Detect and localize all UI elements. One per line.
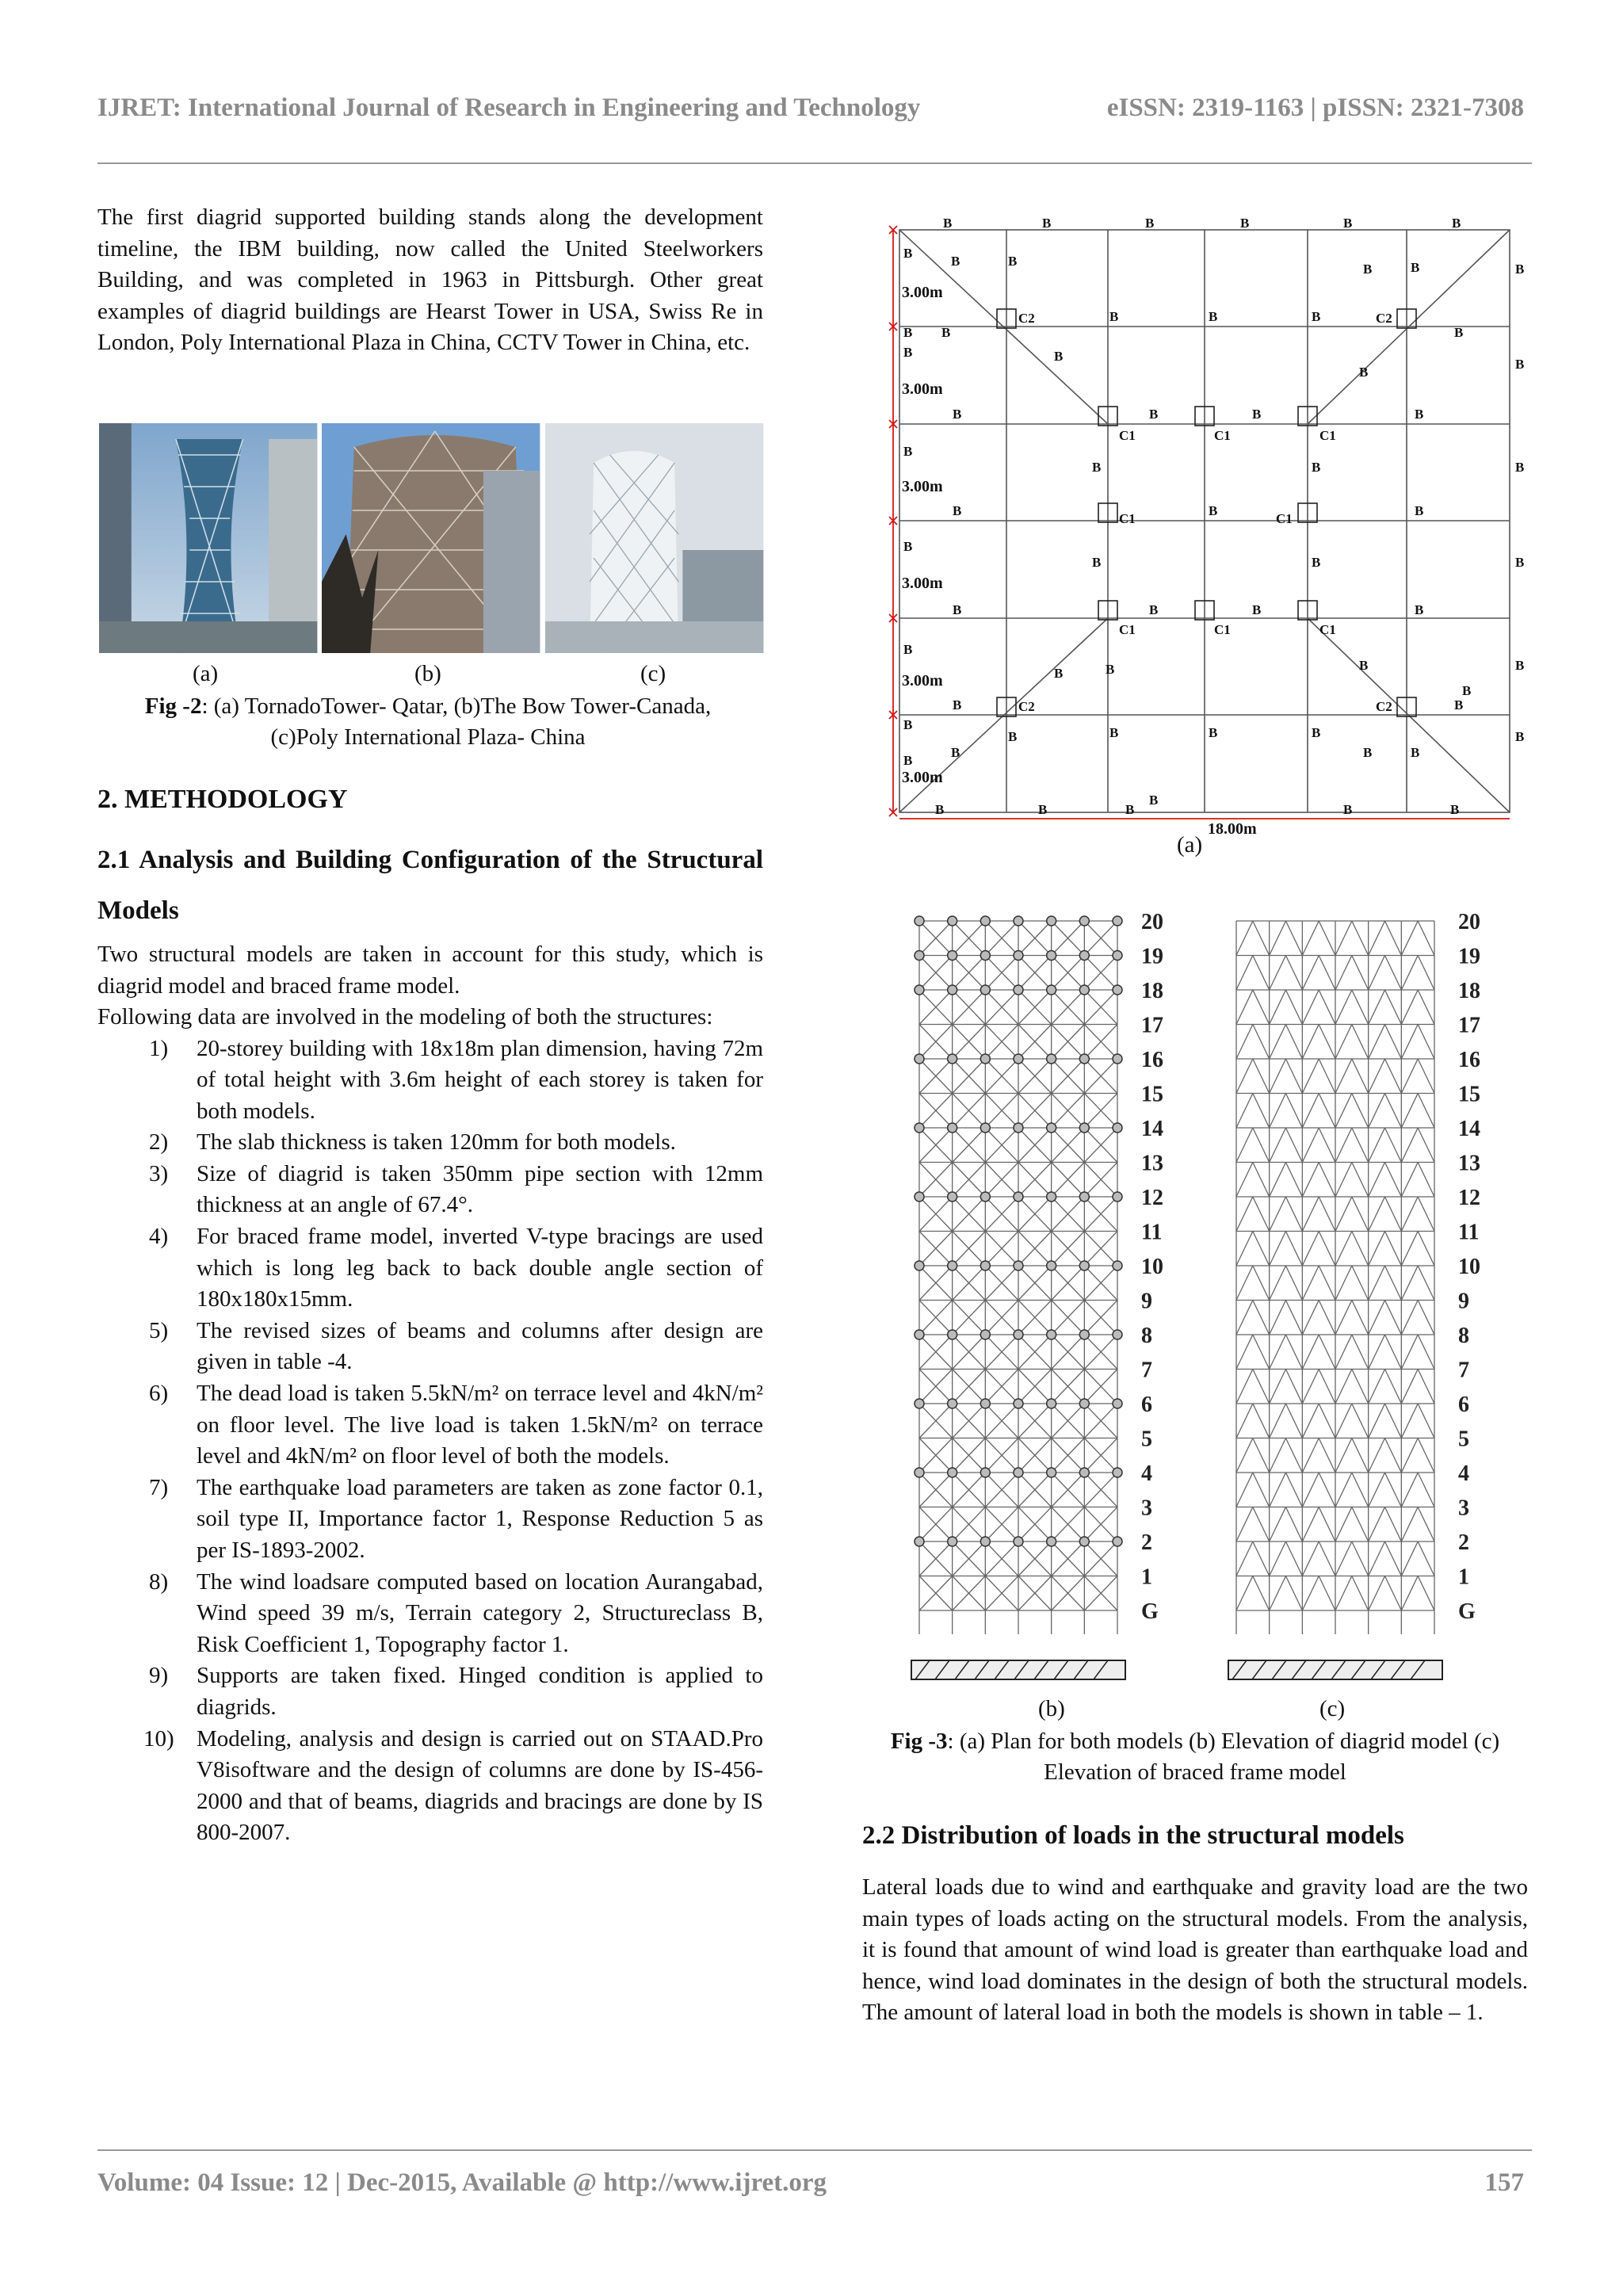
storey-label: 2: [1141, 1530, 1152, 1555]
fig3-caption-text: : (a) Plan for both models (b) Elevation of diagrid model (c) Elevation of braced frame model: [947, 1729, 1500, 1785]
svg-text:B: B: [953, 503, 962, 518]
storey-label: 1: [1141, 1564, 1152, 1590]
hinge-node: [1047, 1192, 1056, 1201]
hinge-node: [915, 1537, 924, 1546]
hinge-node: [1047, 1123, 1056, 1133]
hinge-node: [980, 985, 990, 995]
svg-text:B: B: [1515, 460, 1525, 475]
storey-label: 15: [1458, 1082, 1480, 1107]
svg-text:B: B: [941, 325, 951, 340]
svg-text:B: B: [1209, 309, 1218, 324]
hinge-node: [948, 1192, 957, 1201]
svg-text:B: B: [1008, 254, 1018, 269]
storey-label: 19: [1141, 944, 1163, 969]
svg-text:B: B: [1042, 216, 1052, 231]
hinge-node: [980, 1468, 990, 1477]
svg-text:C2: C2: [1376, 311, 1392, 326]
svg-text:B: B: [903, 753, 913, 768]
hinge-node: [1014, 916, 1023, 926]
fig2-caption-label: Fig -2: [144, 693, 202, 719]
hinge-node: [1113, 1468, 1122, 1477]
storey-label: 2: [1458, 1530, 1469, 1555]
journal-title: IJRET: International Journal of Research in Engineering and Technology: [97, 94, 921, 122]
header-rule: [97, 162, 1532, 164]
storey-label: G: [1141, 1599, 1159, 1624]
svg-text:B: B: [1462, 683, 1472, 698]
svg-text:C1: C1: [1119, 511, 1136, 526]
hinge-node: [1014, 1192, 1023, 1201]
methodology-body: [97, 939, 763, 1849]
hinge-node: [948, 1399, 957, 1408]
svg-text:C1: C1: [1214, 428, 1231, 443]
hinge-node: [1014, 1054, 1023, 1064]
svg-text:C2: C2: [1376, 699, 1392, 714]
svg-text:B: B: [1092, 555, 1102, 570]
hinge-node: [915, 1054, 924, 1064]
svg-text:B: B: [903, 246, 913, 261]
hinge-node: [1079, 1123, 1089, 1133]
svg-text:B: B: [1106, 662, 1115, 677]
list-item: 3) Size of diagrid is taken 350mm pipe section with 12mm thickness at an angle of 67.4°.: [149, 1160, 763, 1218]
storey-label: 4: [1458, 1461, 1469, 1486]
dim-label: 3.00m: [902, 478, 943, 495]
svg-text:B: B: [1415, 407, 1424, 422]
storey-label: 12: [1458, 1186, 1480, 1210]
svg-text:C2: C2: [1018, 699, 1035, 714]
hinge-node: [1079, 951, 1089, 961]
svg-text:B: B: [1054, 349, 1064, 364]
svg-text:B: B: [1363, 745, 1373, 760]
hinge-node: [1079, 1537, 1089, 1546]
svg-text:B: B: [1454, 697, 1464, 712]
hinge-node: [1079, 1399, 1089, 1408]
svg-text:B: B: [1312, 555, 1321, 570]
photo-bow-tower: [322, 423, 540, 653]
svg-text:B: B: [1454, 325, 1464, 340]
storey-label: 19: [1458, 944, 1480, 969]
list-item: 9) Supports are taken fixed. Hinged condition is applied to diagrids.: [149, 1663, 763, 1720]
storey-label: 17: [1141, 1013, 1163, 1038]
svg-text:C1: C1: [1119, 622, 1136, 637]
svg-text:B: B: [903, 642, 913, 657]
svg-text:B: B: [935, 802, 945, 817]
svg-text:B: B: [1109, 309, 1119, 324]
svg-text:B: B: [1359, 658, 1369, 673]
hinge-node: [948, 1468, 957, 1477]
hinge-node: [915, 951, 924, 961]
svg-text:B: B: [951, 254, 960, 269]
storey-label: 7: [1141, 1358, 1152, 1383]
hinge-node: [1113, 1261, 1122, 1270]
svg-text:B: B: [953, 407, 962, 422]
svg-text:B: B: [1411, 260, 1420, 275]
storey-label: 6: [1458, 1392, 1469, 1417]
storey-label: 10: [1141, 1255, 1163, 1279]
overall-dim-label: 18.00m: [1208, 820, 1257, 838]
hinge-node: [1014, 1261, 1023, 1270]
hinge-node: [1113, 1192, 1122, 1201]
hinge-node: [1079, 1192, 1089, 1201]
storey-label: 15: [1141, 1082, 1163, 1107]
storey-label: G: [1458, 1599, 1476, 1624]
svg-text:B: B: [1252, 407, 1262, 422]
storey-label: 3: [1458, 1496, 1469, 1521]
hinge-node: [1047, 1330, 1056, 1339]
hinge-node: [1047, 1468, 1056, 1477]
svg-text:B: B: [1145, 216, 1155, 231]
hinge-node: [1113, 916, 1122, 926]
dim-label: 3.00m: [902, 672, 943, 690]
hinge-node: [915, 1123, 924, 1133]
storey-label: 8: [1141, 1324, 1152, 1348]
storey-label: 14: [1141, 1117, 1163, 1141]
svg-text:B: B: [1411, 745, 1420, 760]
list-item: 10) Modeling, analysis and design is carried out on STAAD.Pro V8isoftware and the design of columns are done by IS-456-2000 and that of beams, diagrids and bracings are done by IS 800-2007.: [143, 1725, 763, 1846]
hinge-node: [1079, 1468, 1089, 1477]
svg-text:B: B: [943, 216, 953, 231]
subsection-title-2-2: 2.2 Distribution of loads in the structural models: [862, 1821, 1404, 1850]
fig2-label-c: (c): [640, 661, 666, 686]
storey-label: 11: [1141, 1220, 1163, 1245]
svg-text:B: B: [1149, 793, 1159, 808]
storey-label: 18: [1458, 979, 1480, 1003]
hinge-node: [948, 1261, 957, 1270]
section-title-methodology: 2. METHODOLOGY: [97, 785, 348, 814]
storey-label: 12: [1141, 1186, 1163, 1210]
hinge-node: [1113, 985, 1122, 995]
hinge-node: [980, 1261, 990, 1270]
list-item: 1) 20-storey building with 18x18m plan dimension, having 72m of total height with 3.6m height of each storey is taken for both models.: [149, 1035, 763, 1124]
svg-text:B: B: [1209, 503, 1218, 518]
hinge-node: [915, 916, 924, 926]
column-boxes: [997, 309, 1416, 716]
svg-text:B: B: [1149, 602, 1159, 617]
page-footer: [97, 2168, 1524, 2198]
svg-text:B: B: [1312, 725, 1321, 740]
svg-text:B: B: [953, 602, 962, 617]
svg-text:B: B: [1125, 802, 1135, 817]
loads-paragraph: Lateral loads due to wind and earthquake and gravity load are the two main types of loads acting on the structural models. From the analysis, it is found that amount of wind load is greater than earthquake load and hence, wind load dominates in the design of both the structural models. The amount of lateral load in both the models is shown in table – 1.: [862, 1874, 1528, 2025]
storey-label: 7: [1458, 1358, 1469, 1383]
svg-text:B: B: [1415, 602, 1424, 617]
storey-label: 3: [1141, 1496, 1152, 1521]
hinge-node: [915, 1399, 924, 1408]
fig3-caption: [862, 1726, 1528, 1788]
photo-poly-plaza: [545, 423, 763, 653]
hinge-node: [915, 1468, 924, 1477]
hinge-node: [1014, 1123, 1023, 1133]
hinge-node: [980, 1399, 990, 1408]
braced-base: [1228, 1660, 1442, 1679]
hinge-node: [1014, 1468, 1023, 1477]
svg-text:B: B: [1149, 407, 1159, 422]
svg-text:B: B: [903, 539, 913, 554]
storey-label: 20: [1458, 910, 1480, 934]
hinge-node: [1047, 985, 1056, 995]
hinge-node: [948, 1330, 957, 1339]
svg-text:B: B: [1515, 729, 1525, 744]
hinge-node: [1079, 985, 1089, 995]
storey-label: 17: [1458, 1013, 1480, 1038]
storey-label: 13: [1141, 1151, 1163, 1176]
hinge-node: [915, 985, 924, 995]
hinge-node: [1047, 916, 1056, 926]
storey-label: 5: [1141, 1427, 1152, 1452]
hinge-node: [948, 1537, 957, 1546]
storey-label: 10: [1458, 1255, 1480, 1279]
hinge-node: [980, 1123, 990, 1133]
hinge-node: [1113, 1123, 1122, 1133]
svg-text:B: B: [1240, 216, 1250, 231]
para-data-intro: Following data are involved in the modeling of both the structures:: [97, 1004, 713, 1030]
fig2-label-a: (a): [193, 661, 219, 686]
hinge-node: [948, 985, 957, 995]
svg-text:B: B: [1312, 309, 1321, 324]
photo-tornado-tower: [99, 423, 317, 653]
list-item: 7) The earthquake load parameters are taken as zone factor 0.1, soil type II, Importance factor 1, Response Reduction 5 as per IS-1893-2002.: [149, 1474, 763, 1563]
svg-text:B: B: [1054, 666, 1064, 681]
svg-text:B: B: [903, 325, 913, 340]
hinge-node: [1047, 1399, 1056, 1408]
list-item: 8) The wind loadsare computed based on location Aurangabad, Wind speed 39 m/s, Terrain category 2, Structureclass B, Risk Coefficient 1, Topography factor 1.: [149, 1568, 763, 1657]
dim-label: 3.00m: [902, 769, 943, 786]
hinge-node: [1047, 1261, 1056, 1270]
hinge-node: [1113, 1330, 1122, 1339]
svg-text:B: B: [1515, 357, 1525, 372]
issn: eISSN: 2319-1163 | pISSN: 2321-7308: [1106, 94, 1524, 122]
fig2-caption: [111, 691, 745, 753]
modeling-data-list: [97, 1033, 763, 1849]
hinge-node: [1014, 985, 1023, 995]
diagrid-base: [911, 1660, 1125, 1679]
storey-label: 6: [1141, 1392, 1152, 1417]
svg-text:C2: C2: [1018, 311, 1035, 326]
hinge-node: [1079, 1054, 1089, 1064]
fig3-plan-drawing: [888, 216, 1525, 838]
footer-rule: [97, 2149, 1532, 2151]
hinge-node: [1113, 1399, 1122, 1408]
svg-text:B: B: [1359, 365, 1369, 380]
storey-label: 20: [1141, 910, 1163, 934]
hinge-node: [980, 1537, 990, 1546]
fig2-caption-text: : (a) TornadoTower- Qatar, (b)The Bow Tower-Canada, (c)Poly International Plaza- China: [201, 693, 712, 750]
hinge-node: [1014, 1330, 1023, 1339]
fig3-caption-label: Fig -3: [890, 1729, 948, 1754]
hinge-node: [1079, 1330, 1089, 1339]
svg-text:B: B: [1343, 216, 1353, 231]
fig3-braced-elevation: [1220, 904, 1506, 1688]
fig2-label-b: (b): [414, 661, 441, 686]
svg-text:B: B: [1092, 460, 1102, 475]
storey-label: 13: [1458, 1151, 1480, 1176]
svg-text:B: B: [951, 745, 960, 760]
hinge-node: [1079, 916, 1089, 926]
svg-text:B: B: [1209, 725, 1218, 740]
storey-label: 5: [1458, 1427, 1469, 1452]
footer-volume: Volume: 04 Issue: 12 | Dec-2015, Available @ http://www.ijret.org: [97, 2168, 827, 2197]
hinge-node: [980, 1054, 990, 1064]
svg-text:B: B: [1312, 460, 1321, 475]
hinge-node: [1079, 1261, 1089, 1270]
svg-text:C1: C1: [1119, 428, 1136, 443]
hinge-node: [980, 916, 990, 926]
hinge-node: [948, 916, 957, 926]
storey-label: 16: [1141, 1048, 1163, 1072]
intro-paragraph: The first diagrid supported building stands along the development timeline, the IBM building, now called the United Steelworkers Building, and was completed in 1963 in Pittsburgh. Other great examples of diagrid buildings are Hearst Tower in USA, Swiss Re in London, Poly International Plaza in China, CCTV Tower in China, etc.: [97, 204, 763, 355]
svg-text:B: B: [1252, 602, 1262, 617]
hinge-node: [1113, 1054, 1122, 1064]
svg-text:B: B: [1008, 729, 1018, 744]
para-models: Two structural models are taken in account for this study, which is diagrid model and braced frame model.: [97, 942, 763, 999]
list-item: 6) The dead load is taken 5.5kN/m² on terrace level and 4kN/m² on floor level. The live load is taken 1.5kN/m² on terrace level and 4kN/m² on floor level of both the models.: [149, 1381, 763, 1469]
storey-label: 11: [1458, 1220, 1480, 1245]
svg-text:B: B: [1450, 802, 1460, 817]
hinge-node: [980, 951, 990, 961]
dim-label: 3.00m: [902, 575, 943, 592]
storey-label: 8: [1458, 1324, 1469, 1348]
svg-text:B: B: [903, 444, 913, 459]
dim-label: 3.00m: [902, 380, 943, 398]
storey-label: 4: [1141, 1461, 1152, 1486]
svg-text:B: B: [1515, 555, 1525, 570]
hinge-node: [980, 1330, 990, 1339]
svg-text:C1: C1: [1214, 622, 1231, 637]
svg-text:C1: C1: [1319, 622, 1336, 637]
storey-label: 9: [1458, 1289, 1469, 1314]
hinge-node: [1047, 1054, 1056, 1064]
fig3-label-b: (b): [1038, 1696, 1065, 1721]
hinge-node: [948, 1054, 957, 1064]
storey-label: 14: [1458, 1117, 1480, 1141]
hinge-node: [1113, 1537, 1122, 1546]
hinge-node: [948, 1123, 957, 1133]
hinge-node: [1014, 1537, 1023, 1546]
fig3-label-a: (a): [1177, 832, 1203, 858]
svg-text:B: B: [903, 345, 913, 360]
storey-label: 16: [1458, 1048, 1480, 1072]
page-number: 157: [1484, 2168, 1524, 2197]
list-item: 5) The revised sizes of beams and columns after design are given in table -4.: [149, 1317, 763, 1375]
svg-text:C1: C1: [1276, 511, 1293, 526]
dim-label: 3.00m: [902, 284, 943, 301]
hinge-node: [1047, 951, 1056, 961]
hinge-node: [1113, 951, 1122, 961]
svg-text:B: B: [953, 697, 962, 712]
fig3-diagrid-elevation: [903, 904, 1189, 1688]
hinge-node: [1014, 1399, 1023, 1408]
svg-text:B: B: [1343, 802, 1353, 817]
hinge-node: [1014, 951, 1023, 961]
storey-label: 18: [1141, 979, 1163, 1003]
hinge-node: [1047, 1537, 1056, 1546]
svg-text:B: B: [1038, 802, 1048, 817]
page-header: [97, 94, 1524, 123]
hinge-node: [948, 951, 957, 961]
fig3-label-c: (c): [1319, 1696, 1346, 1721]
svg-text:B: B: [903, 717, 913, 732]
list-item: 2) The slab thickness is taken 120mm for both models.: [149, 1129, 676, 1156]
hinge-node: [980, 1192, 990, 1201]
storey-label: 9: [1141, 1289, 1152, 1314]
svg-text:C1: C1: [1319, 428, 1336, 443]
svg-text:B: B: [1109, 725, 1119, 740]
hinge-node: [915, 1330, 924, 1339]
svg-text:B: B: [1363, 262, 1373, 277]
storey-label: 1: [1458, 1564, 1469, 1590]
svg-text:B: B: [1415, 503, 1424, 518]
list-item: 4) For braced frame model, inverted V-type bracings are used which is long leg back to back double angle section of 180x180x15mm.: [149, 1224, 763, 1312]
subsection-title-2-1: 2.1 Analysis and Building Configuration of the Structural Models: [97, 846, 763, 925]
fig2-photos: [99, 423, 763, 653]
svg-text:B: B: [1452, 216, 1461, 231]
svg-text:B: B: [1515, 658, 1525, 673]
svg-text:B: B: [1515, 262, 1525, 277]
hinge-node: [915, 1261, 924, 1270]
hinge-node: [915, 1192, 924, 1201]
